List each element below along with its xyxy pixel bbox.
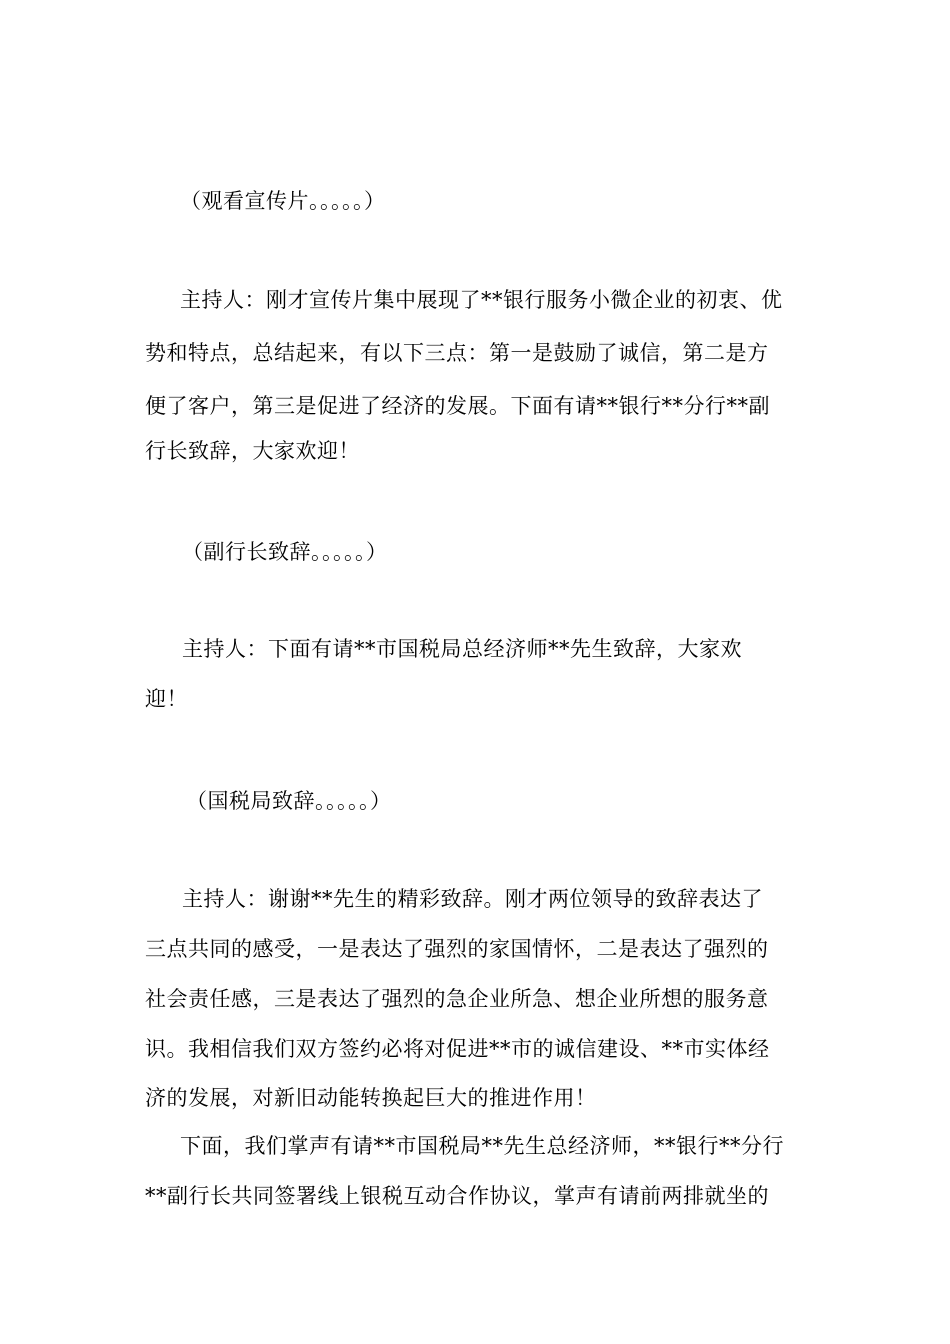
host-paragraph-2-line-2: 迎！: [145, 687, 188, 711]
host-paragraph-4-line-1: 下面，我们掌声有请**市国税局**先生总经济师，**银行**分行: [180, 1134, 784, 1158]
host-paragraph-3-line-2: 三点共同的感受，一是表达了强烈的家国情怀，二是表达了强烈的: [145, 937, 769, 961]
host-paragraph-1-line-1: 主持人：刚才宣传片集中展现了**银行服务小微企业的初衷、优: [180, 288, 783, 312]
stage-direction-video: （观看宣传片。。。。。）: [180, 189, 386, 213]
host-paragraph-3-line-1: 主持人：谢谢**先生的精彩致辞。刚才两位领导的致辞表达了: [182, 887, 763, 911]
host-paragraph-3-line-4: 识。我相信我们双方签约必将对促进**市的诚信建设、**市实体经: [145, 1037, 770, 1061]
stage-direction-tax-bureau: （国税局致辞。。。。。）: [186, 789, 392, 813]
host-paragraph-1-line-4: 行长致辞，大家欢迎！: [145, 439, 360, 463]
host-paragraph-3-line-5: 济的发展，对新旧动能转换起巨大的推进作用！: [145, 1086, 597, 1110]
stage-direction-vice-president: （副行长致辞。。。。。）: [182, 540, 388, 564]
host-paragraph-4-line-2: **副行长共同签署线上银税互动合作协议，掌声有请前两排就坐的: [145, 1184, 769, 1208]
host-paragraph-2-line-1: 主持人：下面有请**市国税局总经济师**先生致辞，大家欢: [182, 637, 742, 661]
host-paragraph-3-line-3: 社会责任感，三是表达了强烈的急企业所急、想企业所想的服务意: [145, 987, 769, 1011]
host-paragraph-1-line-2: 势和特点，总结起来，有以下三点：第一是鼓励了诚信，第二是方: [145, 341, 769, 365]
host-paragraph-1-line-3: 便了客户，第三是促进了经济的发展。下面有请**银行**分行**副: [145, 394, 770, 418]
